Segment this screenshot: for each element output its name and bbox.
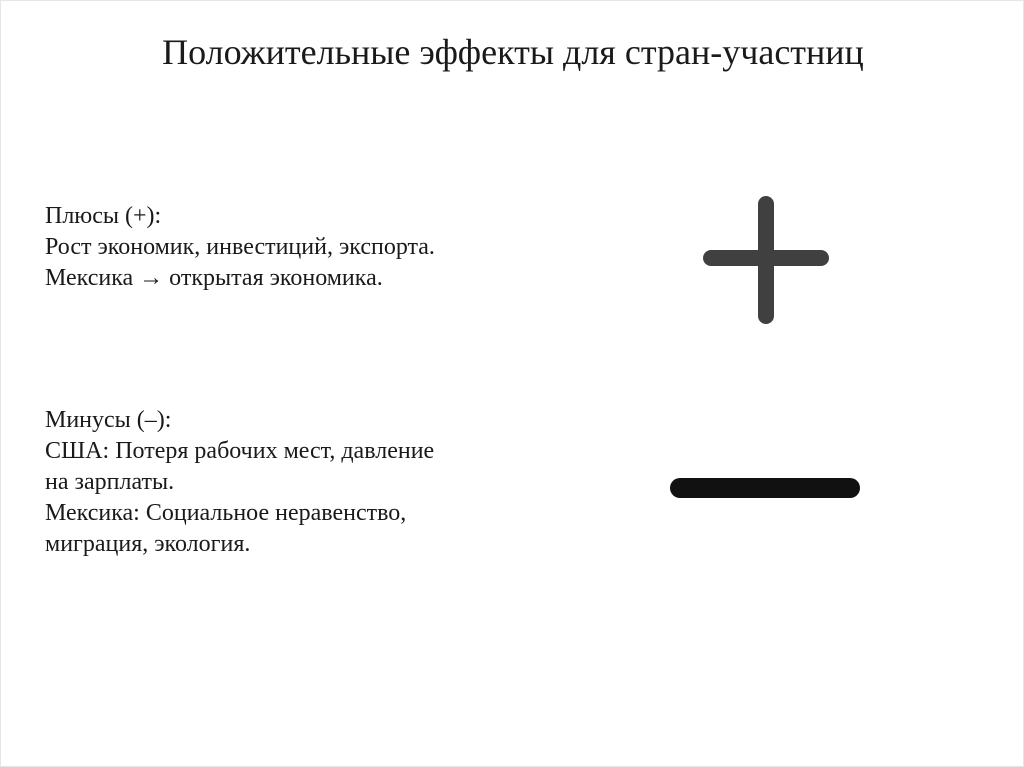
slide-title: Положительные эффекты для стран-участниц xyxy=(162,32,864,72)
cons-line: Мексика: Социальное неравенство, xyxy=(45,500,407,526)
pros-line: Рост экономик, инвестиций, экспорта. xyxy=(45,234,435,260)
minus-icon xyxy=(669,475,861,501)
pros-heading: Плюсы (+): xyxy=(45,203,162,229)
cons-line: на зарплаты. xyxy=(45,469,175,495)
cons-block xyxy=(45,405,545,560)
cons-heading: Минусы (–): xyxy=(45,407,172,433)
pros-line: Мексика → открытая экономика. xyxy=(45,265,383,291)
plus-icon xyxy=(701,196,831,324)
cons-line: миграция, экология. xyxy=(45,531,251,557)
pros-block xyxy=(45,201,545,294)
cons-line: США: Потеря рабочих мест, давление xyxy=(45,438,435,464)
